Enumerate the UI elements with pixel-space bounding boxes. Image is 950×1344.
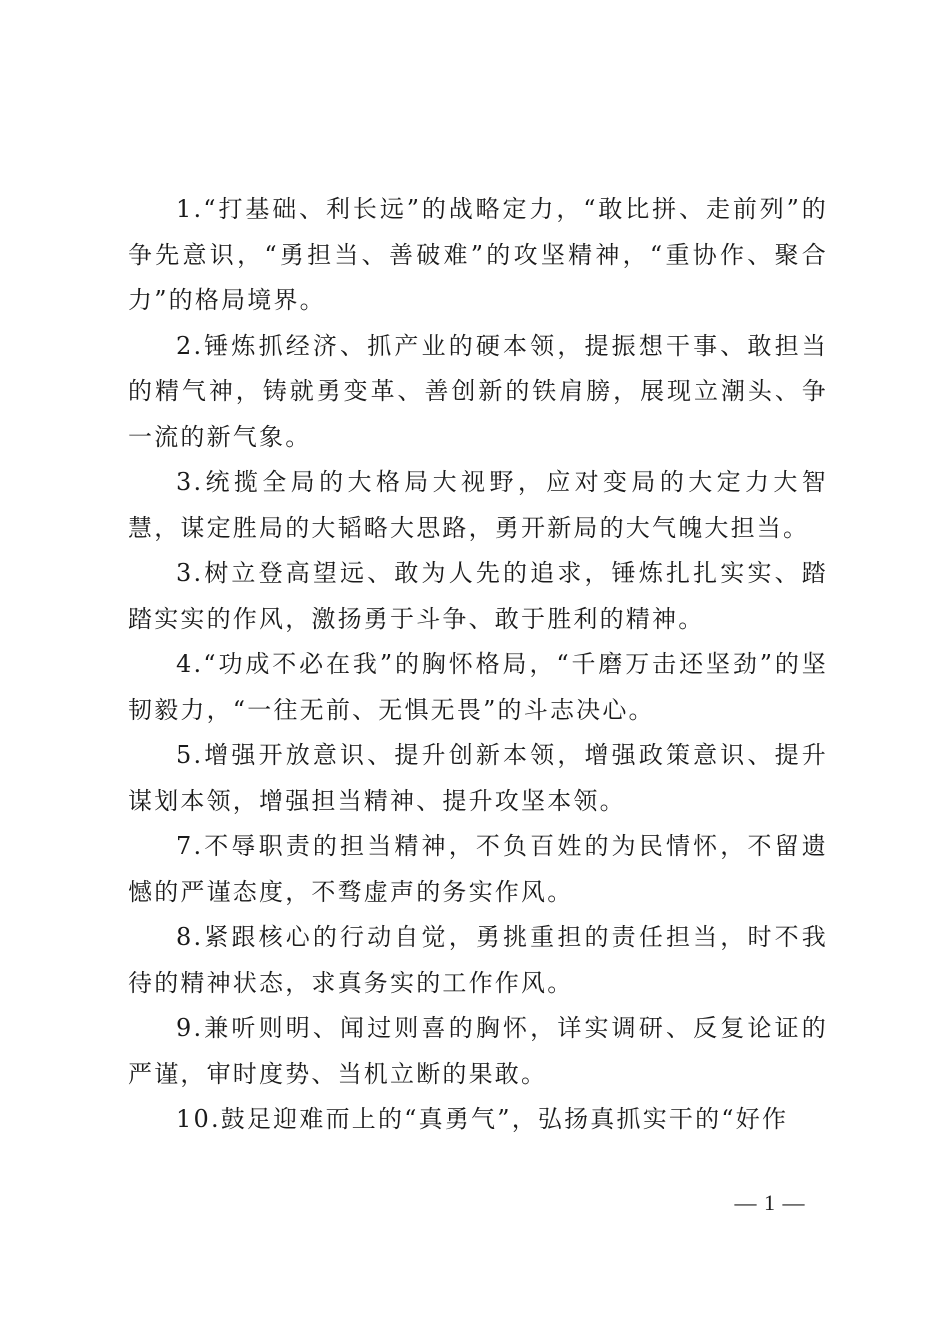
paragraph-6: 5.增强开放意识、提升创新本领，增强政策意识、提升谋划本领，增强担当精神、提升攻坚本领。	[128, 741, 828, 815]
paragraph-10: 10.鼓足迎难而上的“真勇气”，弘扬真抓实干的“好作	[176, 1105, 789, 1133]
paragraph-4: 3.树立登高望远、敢为人先的追求，锤炼扎扎实实、踏踏实实的作风，激扬勇于斗争、敢于胜利的精神。	[128, 559, 828, 633]
paragraph-1: 1.“打基础、利长远”的战略定力，“敢比拼、走前列”的争先意识，“勇担当、善破难”的攻坚精神，“重协作、聚合力”的格局境界。	[128, 195, 828, 314]
paragraph-5: 4.“功成不必在我”的胸怀格局，“千磨万击还坚劲”的坚韧毅力，“一往无前、无惧无畏”的斗志决心。	[128, 650, 828, 724]
paragraph-7: 7.不辱职责的担当精神，不负百姓的为民情怀，不留遗憾的严谨态度，不骛虚声的务实作风。	[128, 832, 828, 906]
paragraph-3: 3.统揽全局的大格局大视野，应对变局的大定力大智慧，谋定胜局的大韬略大思路，勇开新局的大气魄大担当。	[128, 468, 828, 542]
page-number: — 1 —	[734, 1190, 806, 1215]
paragraph-2: 2.锤炼抓经济、抓产业的硬本领，提振想干事、敢担当的精气神，铸就勇变革、善创新的铁肩膀，展现立潮头、争一流的新气象。	[128, 331, 828, 451]
paragraph-8: 8.紧跟核心的行动自觉，勇挑重担的责任担当，时不我待的精神状态，求真务实的工作作风。	[128, 923, 828, 997]
document-body	[128, 187, 828, 1143]
paragraph-9: 9.兼听则明、闻过则喜的胸怀，详实调研、反复论证的严谨，审时度势、当机立断的果敢。	[128, 1014, 828, 1088]
